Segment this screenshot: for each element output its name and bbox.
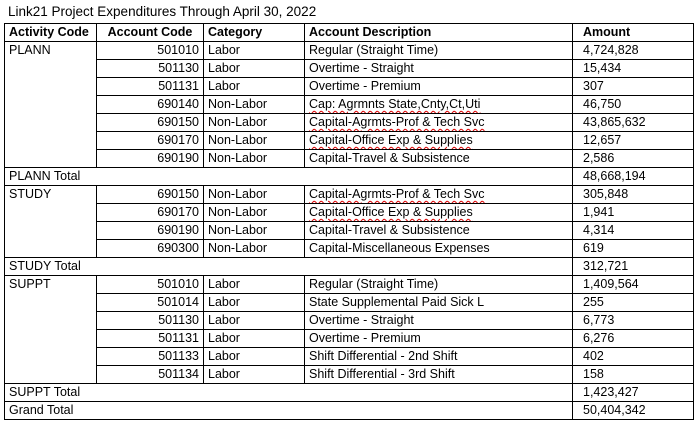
description-cell [305,204,573,222]
table-row [5,42,694,60]
description-text: State Supplemental Paid Sick L [309,295,485,309]
expenditures-table [4,23,694,420]
table-row [5,150,694,168]
amount-cell: 307 [573,78,694,96]
description-cell [305,222,573,240]
table-row [5,96,694,114]
amount-cell: 158 [573,366,694,384]
category-cell: Non-Labor [204,240,305,258]
category-cell: Non-Labor [204,150,305,168]
header-account-description: Account Description [305,24,573,42]
amount-cell: 43,865,632 [573,114,694,132]
description-text: Regular (Straight Time) [309,277,439,291]
description-text: Capital-Agrmts-Prof & Tech Svc [309,115,485,129]
amount-cell: 46,750 [573,96,694,114]
grand-total-row [5,402,694,420]
description-cell [305,42,573,60]
activity-code-cell: SUPPT [5,276,97,384]
table-row [5,294,694,312]
category-cell: Non-Labor [204,222,305,240]
category-cell: Non-Labor [204,132,305,150]
category-cell: Labor [204,366,305,384]
header-activity-code: Activity Code [5,24,97,42]
table-row [5,204,694,222]
amount-cell: 2,586 [573,150,694,168]
header-category: Category [204,24,305,42]
description-text: Shift Differential - 2nd Shift [309,349,458,363]
description-cell [305,78,573,96]
amount-cell: 402 [573,348,694,366]
description-cell [305,150,573,168]
account-code-cell: 501133 [97,348,204,366]
table-row [5,222,694,240]
activity-code-cell: PLANN [5,42,97,168]
description-cell [305,276,573,294]
amount-cell: 305,848 [573,186,694,204]
description-cell [305,132,573,150]
activity-code-cell: STUDY [5,186,97,258]
amount-cell: 4,314 [573,222,694,240]
description-text: Capital-Office Exp & Supplies [309,133,473,147]
account-code-cell: 690140 [97,96,204,114]
description-text: Overtime - Premium [309,331,421,345]
account-code-cell: 690190 [97,222,204,240]
amount-cell: 1,941 [573,204,694,222]
account-code-cell: 690300 [97,240,204,258]
account-code-cell: 501010 [97,42,204,60]
amount-cell: 4,724,828 [573,42,694,60]
amount-cell: 619 [573,240,694,258]
account-code-cell: 690150 [97,114,204,132]
category-cell: Labor [204,348,305,366]
description-cell [305,96,573,114]
description-cell [305,312,573,330]
group-total-amount: 48,668,194 [573,168,694,186]
account-code-cell: 501134 [97,366,204,384]
category-cell: Labor [204,312,305,330]
header-account-code: Account Code [97,24,204,42]
account-code-cell: 501130 [97,312,204,330]
description-cell [305,114,573,132]
table-row [5,132,694,150]
description-text: Overtime - Straight [309,61,414,75]
group-total-row [5,168,694,186]
amount-cell: 6,276 [573,330,694,348]
description-text: Overtime - Straight [309,313,414,327]
category-cell: Non-Labor [204,96,305,114]
amount-cell: 12,657 [573,132,694,150]
description-cell [305,60,573,78]
category-cell: Labor [204,276,305,294]
account-code-cell: 501131 [97,78,204,96]
category-cell: Non-Labor [204,114,305,132]
table-row [5,60,694,78]
description-text: Regular (Straight Time) [309,43,439,57]
description-text: Overtime - Premium [309,79,421,93]
group-total-label: PLANN Total [5,168,573,186]
account-code-cell: 690170 [97,132,204,150]
group-total-amount: 1,423,427 [573,384,694,402]
table-body [5,42,694,420]
grand-total-label: Grand Total [5,402,573,420]
description-cell [305,348,573,366]
description-text: Cap: Agrmnts State,Cnty,Ct,Uti [309,97,481,111]
table-row [5,78,694,96]
document-title: Link21 Project Expenditures Through April 30, 2022 [8,4,317,19]
table-row [5,330,694,348]
account-code-cell: 501014 [97,294,204,312]
description-text: Capital-Agrmts-Prof & Tech Svc [309,187,485,201]
header-amount: Amount [573,24,694,42]
amount-cell: 1,409,564 [573,276,694,294]
header-row [5,24,694,42]
amount-cell: 6,773 [573,312,694,330]
grand-total-amount: 50,404,342 [573,402,694,420]
description-text: Capital-Travel & Subsistence [309,223,470,237]
category-cell: Non-Labor [204,204,305,222]
category-cell: Labor [204,78,305,96]
table-row [5,366,694,384]
table-row [5,312,694,330]
account-code-cell: 501010 [97,276,204,294]
category-cell: Labor [204,294,305,312]
description-text: Shift Differential - 3rd Shift [309,367,455,381]
group-total-row [5,258,694,276]
description-cell [305,330,573,348]
account-code-cell: 690150 [97,186,204,204]
description-cell [305,294,573,312]
category-cell: Labor [204,42,305,60]
description-cell [305,240,573,258]
description-cell [305,366,573,384]
description-text: Capital-Office Exp & Supplies [309,205,473,219]
table-row [5,186,694,204]
table-row [5,276,694,294]
group-total-label: SUPPT Total [5,384,573,402]
amount-cell: 255 [573,294,694,312]
table-row [5,240,694,258]
description-cell [305,186,573,204]
account-code-cell: 501131 [97,330,204,348]
group-total-row [5,384,694,402]
account-code-cell: 501130 [97,60,204,78]
group-total-label: STUDY Total [5,258,573,276]
table-row [5,348,694,366]
description-text: Capital-Miscellaneous Expenses [309,241,490,255]
account-code-cell: 690190 [97,150,204,168]
category-cell: Labor [204,330,305,348]
account-code-cell: 690170 [97,204,204,222]
group-total-amount: 312,721 [573,258,694,276]
amount-cell: 15,434 [573,60,694,78]
category-cell: Labor [204,60,305,78]
category-cell: Non-Labor [204,186,305,204]
description-text: Capital-Travel & Subsistence [309,151,470,165]
table-row [5,114,694,132]
